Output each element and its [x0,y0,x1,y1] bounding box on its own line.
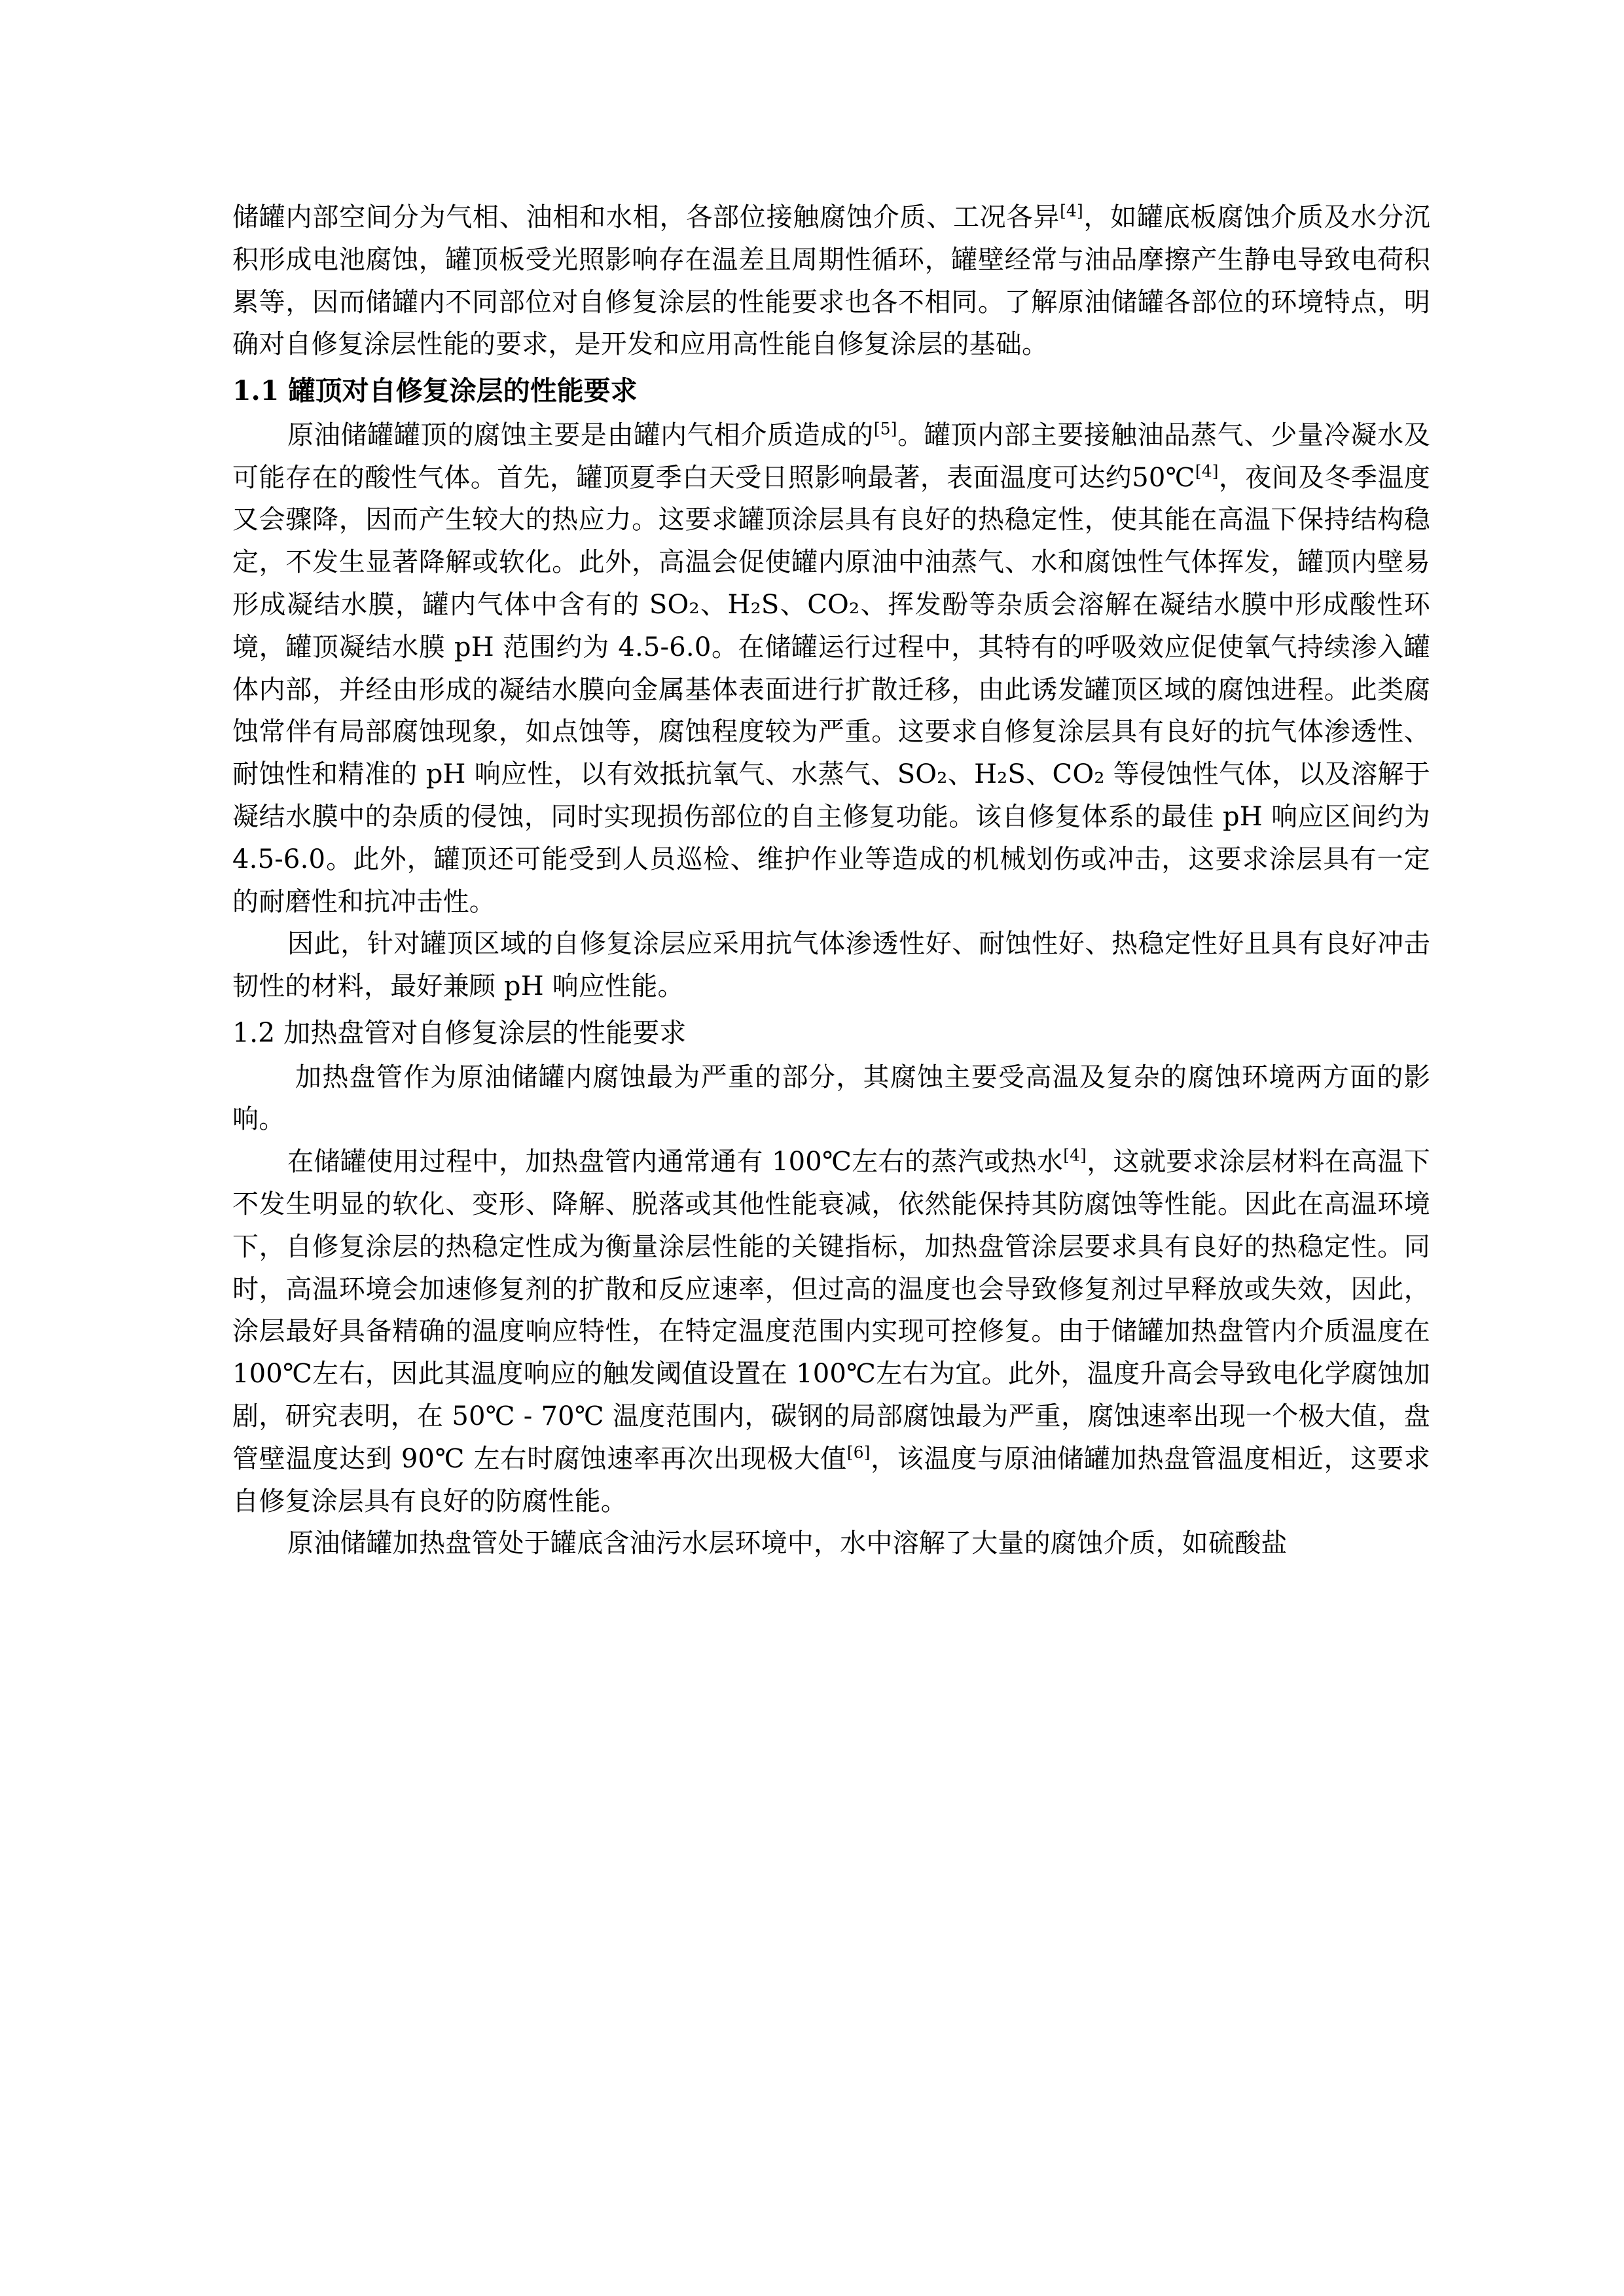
section-1-2-paragraph-2: 在储罐使用过程中，加热盘管内通常通有 100℃左右的蒸汽或热水[4]，这就要求涂层材料在高温下不发生明显的软化、变形、降解、脱落或其他性能衰减，依然能保持其防腐蚀等性能。因此在高温环境下，自修复涂层的热稳定性成为衡量涂层性能的关键指标，加热盘管涂层要求具有良好的热稳定性。同时，高温环境会加速修复剂的扩散和反应速率，但过高的温度也会导致修复剂过早释放或失效，因此，涂层最好具备精确的温度响应特性，在特定温度范围内实现可控修复。由于储罐加热盘管内介质温度在 100℃左右，因此其温度响应的触发阈值设置在 100℃左右为宜。此外，温度升高会导致电化学腐蚀加剧，研究表明，在 50℃ - 70℃ 温度范围内，碳钢的局部腐蚀最为严重，腐蚀速率出现一个极大值，盘管壁温度达到 90℃ 左右时腐蚀速率再次出现极大值[6]，该温度与原油储罐加热盘管温度相近，这要求自修复涂层具有良好的防腐性能。 [232,1145,1431,1516]
document-body [232,196,1430,1565]
heading-1-1: 1.1 罐顶对自修复涂层的性能要求 [232,375,638,407]
section-1-2-paragraph-1: 加热盘管作为原油储罐内腐蚀最为严重的部分，其腐蚀主要受高温及复杂的腐蚀环境两方面的影响。 [232,1062,1430,1135]
section-1-1-paragraph-2: 因此，针对罐顶区域的自修复涂层应采用抗气体渗透性好、耐蚀性好、热稳定性好且具有良好冲击韧性的材料，最好兼顾 pH 响应性能。 [232,929,1430,1002]
intro-paragraph: 储罐内部空间分为气相、油相和水相，各部位接触腐蚀介质、工况各异[4]，如罐底板腐蚀介质及水分沉积形成电池腐蚀，罐顶板受光照影响存在温差且周期性循环，罐壁经常与油品摩擦产生静电导致电荷积累等，因而储罐内不同部位对自修复涂层的性能要求也各不相同。了解原油储罐各部位的环境特点，明确对自修复涂层性能的要求，是开发和应用高性能自修复涂层的基础。 [232,201,1430,360]
section-1-2-paragraph-3: 原油储罐加热盘管处于罐底含油污水层环境中，水中溶解了大量的腐蚀介质，如硫酸盐 [287,1528,1288,1559]
section-1-1-paragraph-1: 原油储罐罐顶的腐蚀主要是由罐内气相介质造成的[5]。罐顶内部主要接触油品蒸气、少量冷凝水及可能存在的酸性气体。首先，罐顶夏季白天受日照影响最著，表面温度可达约50℃[4]，夜间及冬季温度又会骤降，因而产生较大的热应力。这要求罐顶涂层具有良好的热稳定性，使其能在高温下保持结构稳定，不发生显著降解或软化。此外，高温会促使罐内原油中油蒸气、水和腐蚀性气体挥发，罐顶内壁易形成凝结水膜，罐内气体中含有的 SO₂、H₂S、CO₂、挥发酚等杂质会溶解在凝结水膜中形成酸性环境，罐顶凝结水膜 pH 范围约为 4.5-6.0。在储罐运行过程中，其特有的呼吸效应促使氧气持续渗入罐体内部，并经由形成的凝结水膜向金属基体表面进行扩散迁移，由此诱发罐顶区域的腐蚀进程。此类腐蚀常伴有局部腐蚀现象，如点蚀等，腐蚀程度较为严重。这要求自修复涂层具有良好的抗气体渗透性、耐蚀性和精准的 pH 响应性，以有效抵抗氧气、水蒸气、SO₂、H₂S、CO₂ 等侵蚀性气体，以及溶解于凝结水膜中的杂质的侵蚀，同时实现损伤部位的自主修复功能。该自修复体系的最佳 pH 响应区间约为 4.5-6.0。此外，罐顶还可能受到人员巡检、维护作业等造成的机械划伤或冲击，这要求涂层具有一定的耐磨性和抗冲击性。 [232,419,1431,917]
heading-1-2: 1.2 加热盘管对自修复涂层的性能要求 [232,1016,687,1049]
